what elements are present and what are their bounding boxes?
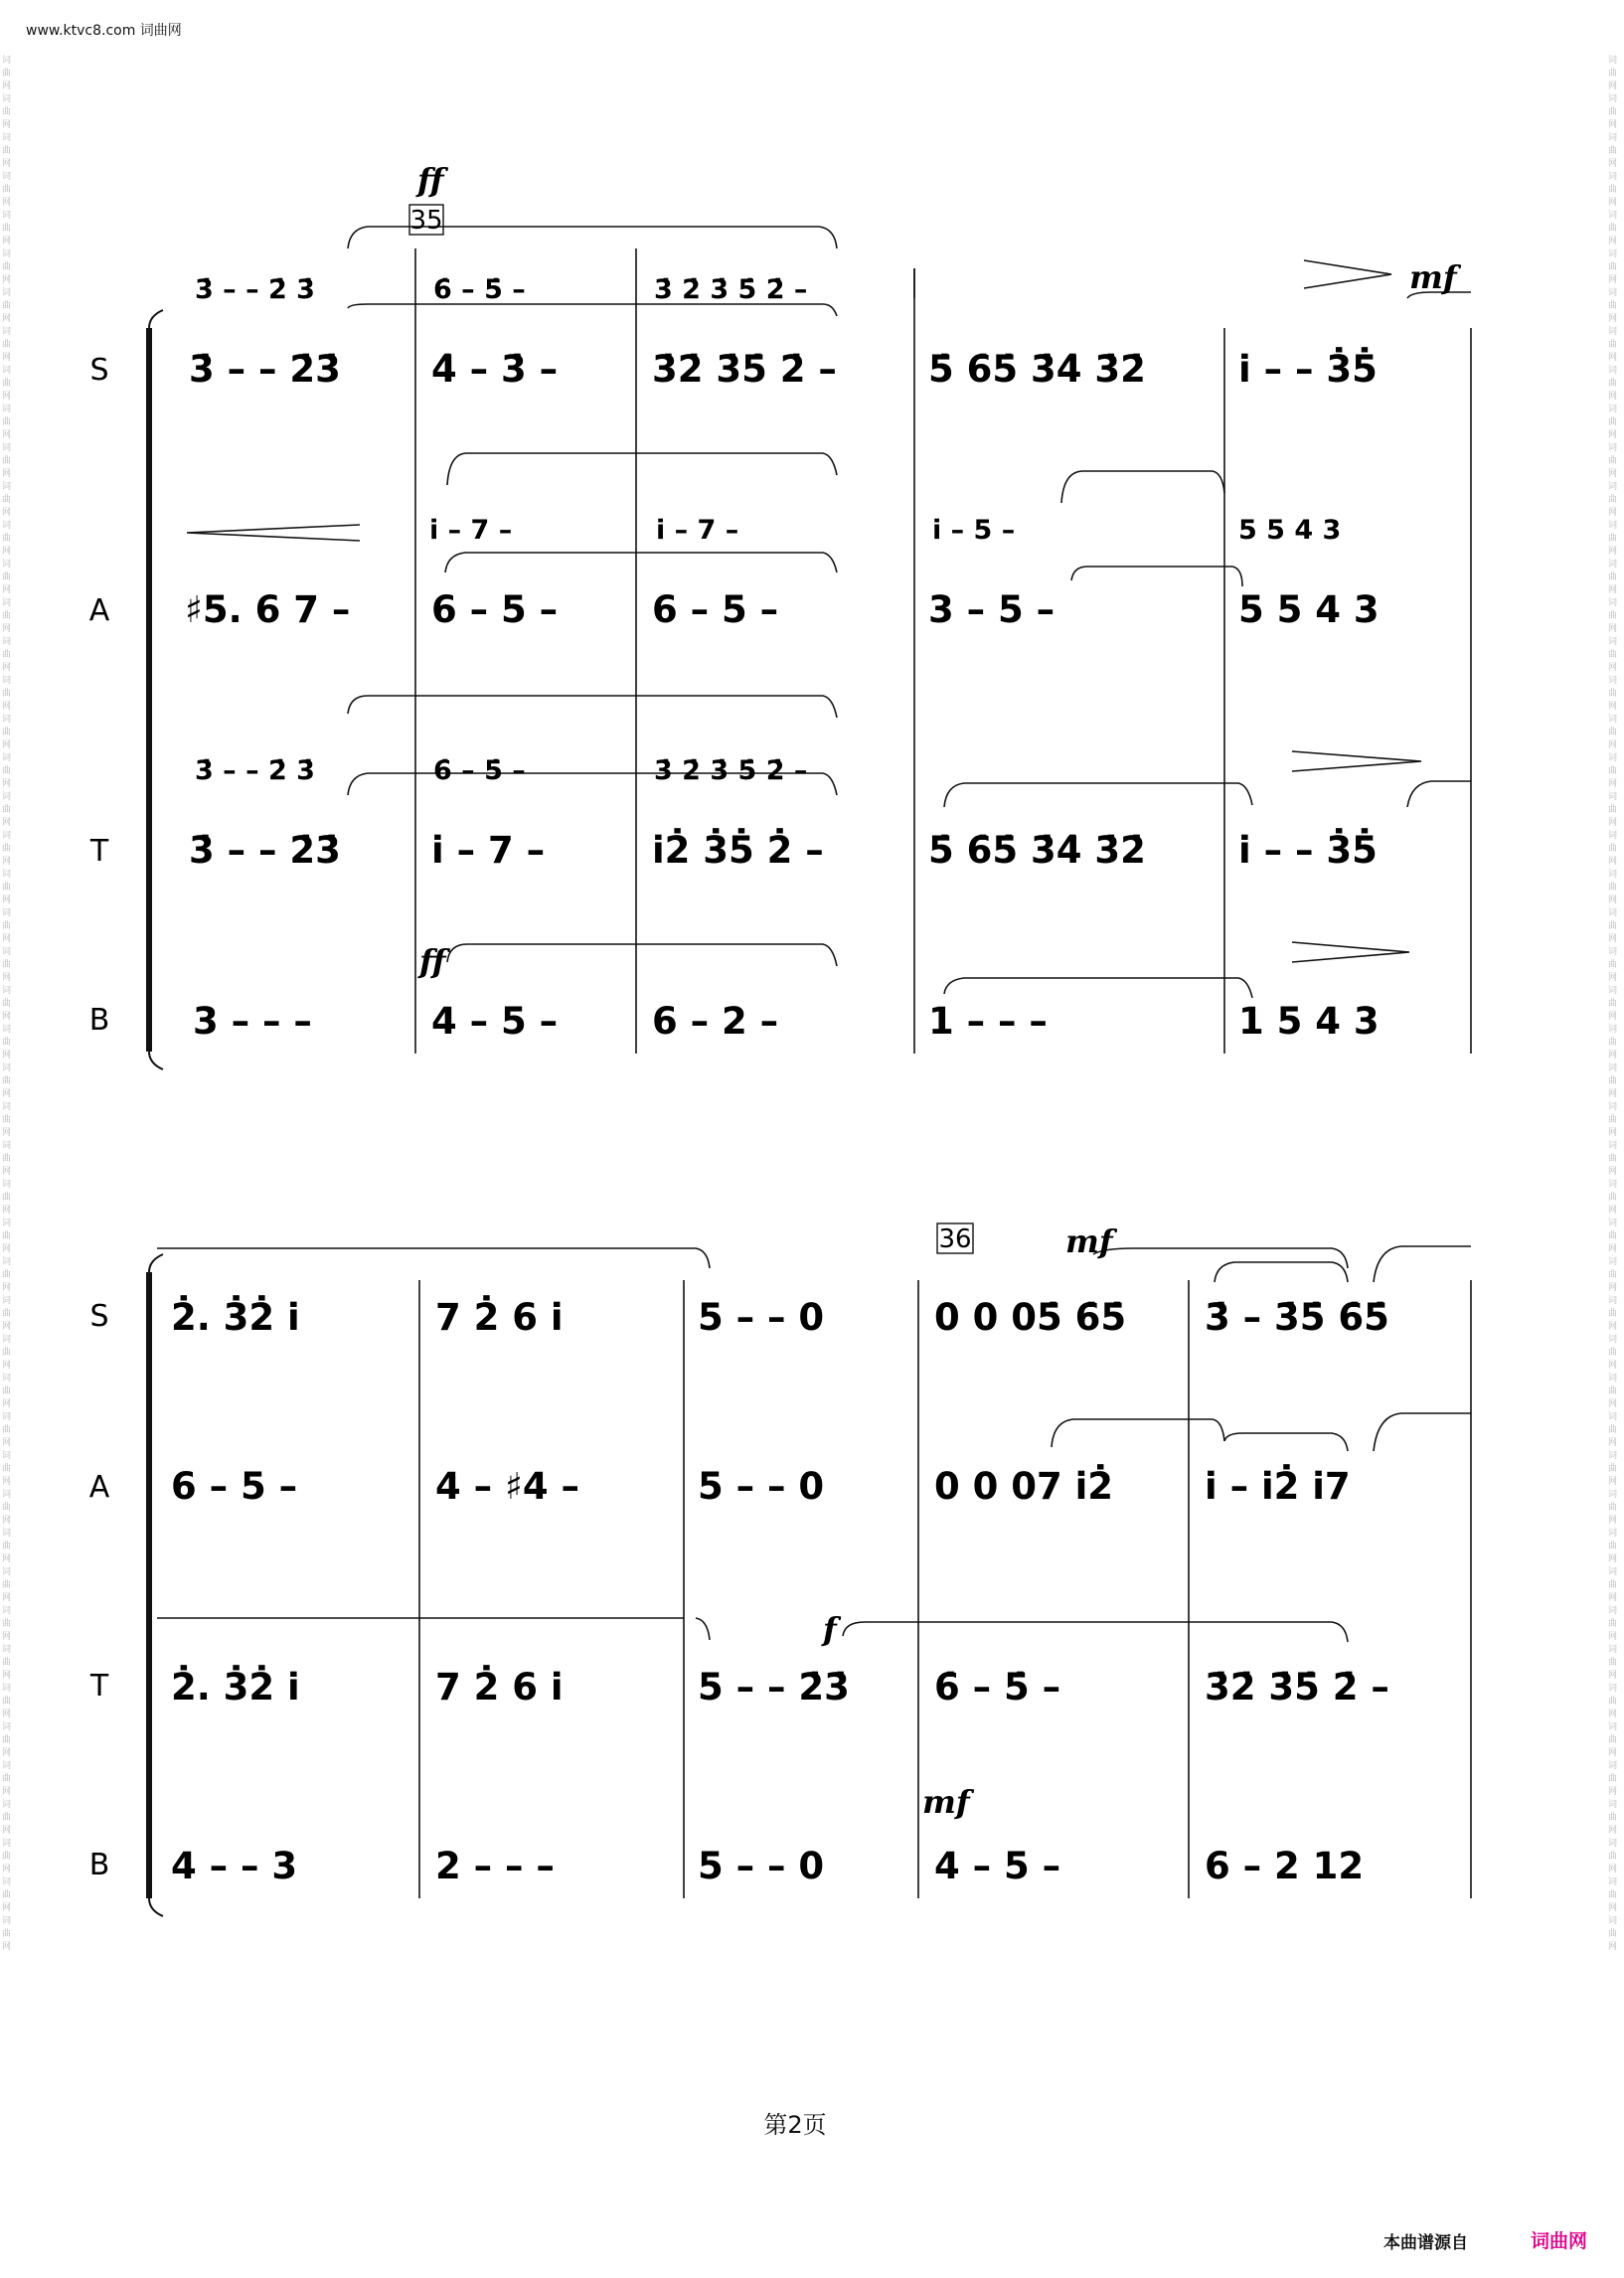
dynamic-ff: ff — [417, 161, 444, 199]
measure-notes: 3̇ 2̇ 3̇ 5̇ 2̇ – — [654, 755, 808, 786]
voice-label-alto: A — [88, 593, 110, 628]
measure-notes: 6 – 5 – — [652, 588, 779, 631]
measure-notes: 4 – ♯4 – — [435, 1465, 580, 1508]
measure-notes: 3 – – – — [193, 1000, 312, 1043]
measure-notes: i̇ – 7 – — [429, 515, 513, 546]
measure-notes: 5 – – 0 — [698, 1296, 825, 1339]
measure-notes: i̇ – 7 – — [656, 515, 739, 546]
rehearsal-mark-35: 35 — [409, 206, 443, 236]
measure-notes: 4 – – 3 — [171, 1845, 298, 1887]
measure-notes: 5 – – 2̇3̇ — [698, 1666, 850, 1708]
measure-notes: 5 – – 0 — [698, 1465, 825, 1508]
watermark-right: 词曲网词曲网词曲网词曲网词曲网词曲网词曲网词曲网词曲网词曲网词曲网词曲网词曲网词曲网词曲网词曲网词曲网词曲网词曲网词曲网词曲网词曲网词曲网词曲网词曲网词曲网词曲网词曲网词曲网词曲网词曲网词曲网词曲网词曲网词曲网词曲网词曲网词曲网词曲网词曲网词曲网词曲网词曲网词曲网词曲网词曲网词曲网词曲网词曲网 — [1608, 56, 1618, 1952]
measure-notes: 3̇2̇ 3̇5̇ 2̇ – — [652, 348, 837, 391]
measure-notes: 3̇ 2̇ 3̇ 5̇ 2̇ – — [654, 274, 808, 305]
voice-label-tenor: T — [89, 834, 109, 869]
page-number: 第2页 — [763, 2111, 827, 2139]
source-label: 本曲谱源自 — [1383, 2233, 1468, 2253]
measure-notes: 6 – 2 – — [652, 1000, 779, 1043]
measure-notes: ♯5. 6 7 – — [185, 588, 351, 631]
measure-notes: 6̇ – 5̇ – — [433, 755, 526, 786]
measure-notes: 5 5 4 3 — [1238, 588, 1380, 631]
measure-notes: 5 – – 0 — [698, 1845, 825, 1887]
measure-notes: 6 – 5 – — [171, 1465, 298, 1508]
voice-label-soprano: S — [89, 353, 109, 388]
voice-label-bass: B — [88, 1848, 110, 1882]
measure-notes: 6̇ – 5̇ – — [934, 1666, 1061, 1708]
measure-notes: i̇ – i̇2̇ i̇7 — [1205, 1465, 1351, 1508]
measure-notes: 6 – 2 12 — [1205, 1845, 1365, 1887]
measure-notes: 3 – 5 – — [928, 588, 1056, 631]
measure-notes: i̇ – – 3̇5̇ — [1238, 829, 1378, 872]
measure-notes: 3̇ – – 2̇3̇ — [189, 829, 341, 872]
measure-notes: 2 – – – — [435, 1845, 555, 1887]
measure-notes: i̇ – 7 – — [431, 829, 546, 872]
measure-notes: i̇ – 5 – — [932, 515, 1016, 546]
measure-notes: 4 – 5 – — [934, 1845, 1061, 1887]
measure-notes: 1 5 4 3 — [1238, 1000, 1380, 1043]
measure-notes: 6 – 5 – — [431, 588, 559, 631]
dynamic-ff: ff — [419, 942, 446, 980]
dynamic-mf: mf — [1409, 258, 1457, 296]
measure-notes: 5̇ 6̇5̇ 3̇4̇ 3̇2̇ — [928, 829, 1146, 872]
measure-notes: 0 0 05̇ 6̇5̇ — [934, 1296, 1127, 1339]
measure-notes: 0 0 07 i̇2̇ — [934, 1465, 1114, 1508]
measure-notes: 3̇ – – 2̇ 3̇ — [195, 755, 315, 786]
measure-notes: 2̇. 3̇2̇ i̇ — [171, 1666, 300, 1708]
measure-notes: 7 2̇ 6 i̇ — [435, 1666, 564, 1708]
site-url: www.ktvc8.com 词曲网 — [26, 23, 182, 39]
measure-notes: 2̇. 3̇2̇ i̇ — [171, 1296, 300, 1339]
dynamic-mf: mf — [1065, 1222, 1113, 1260]
measure-notes: 5̇ 6̇5̇ 3̇4̇ 3̇2̇ — [928, 348, 1146, 391]
brand-link[interactable]: 词曲网 — [1531, 2230, 1588, 2252]
dynamic-mf: mf — [922, 1783, 970, 1821]
measure-notes: i̇ – – 3̇5̇ — [1238, 348, 1378, 391]
measure-notes: 1 – – – — [928, 1000, 1048, 1043]
dynamic-f: f — [823, 1610, 837, 1648]
measure-notes: 4 – 5 – — [431, 1000, 559, 1043]
voice-label-soprano: S — [89, 1299, 109, 1334]
voice-label-alto: A — [88, 1470, 110, 1505]
measure-notes: 3̇ – – 2̇ 3̇ — [195, 274, 315, 305]
measure-notes: 6̇ – 5̇ – — [433, 274, 526, 305]
measure-notes: 3̇2̇ 3̇5̇ 2̇ – — [1205, 1666, 1389, 1708]
measure-notes: 5 5 4 3 — [1238, 515, 1342, 546]
watermark-left: 词曲网词曲网词曲网词曲网词曲网词曲网词曲网词曲网词曲网词曲网词曲网词曲网词曲网词曲网词曲网词曲网词曲网词曲网词曲网词曲网词曲网词曲网词曲网词曲网词曲网词曲网词曲网词曲网词曲网词曲网词曲网词曲网词曲网词曲网词曲网词曲网词曲网词曲网词曲网词曲网词曲网词曲网词曲网词曲网词曲网词曲网词曲网词曲网词曲网 — [2, 56, 12, 1952]
voice-label-bass: B — [88, 1003, 110, 1038]
measure-notes: i̇2̇ 3̇5̇ 2̇ – — [652, 829, 824, 872]
measure-notes: 7 2̇ 6 i̇ — [435, 1296, 564, 1339]
voice-label-tenor: T — [89, 1669, 109, 1704]
measure-notes: 4̇ – 3̇ – — [431, 348, 559, 391]
measure-notes: 3̇ – 3̇5̇ 6̇5̇ — [1205, 1296, 1389, 1339]
measure-notes: 3̇ – – 2̇3̇ — [189, 348, 341, 391]
rehearsal-mark-36: 36 — [938, 1224, 972, 1254]
